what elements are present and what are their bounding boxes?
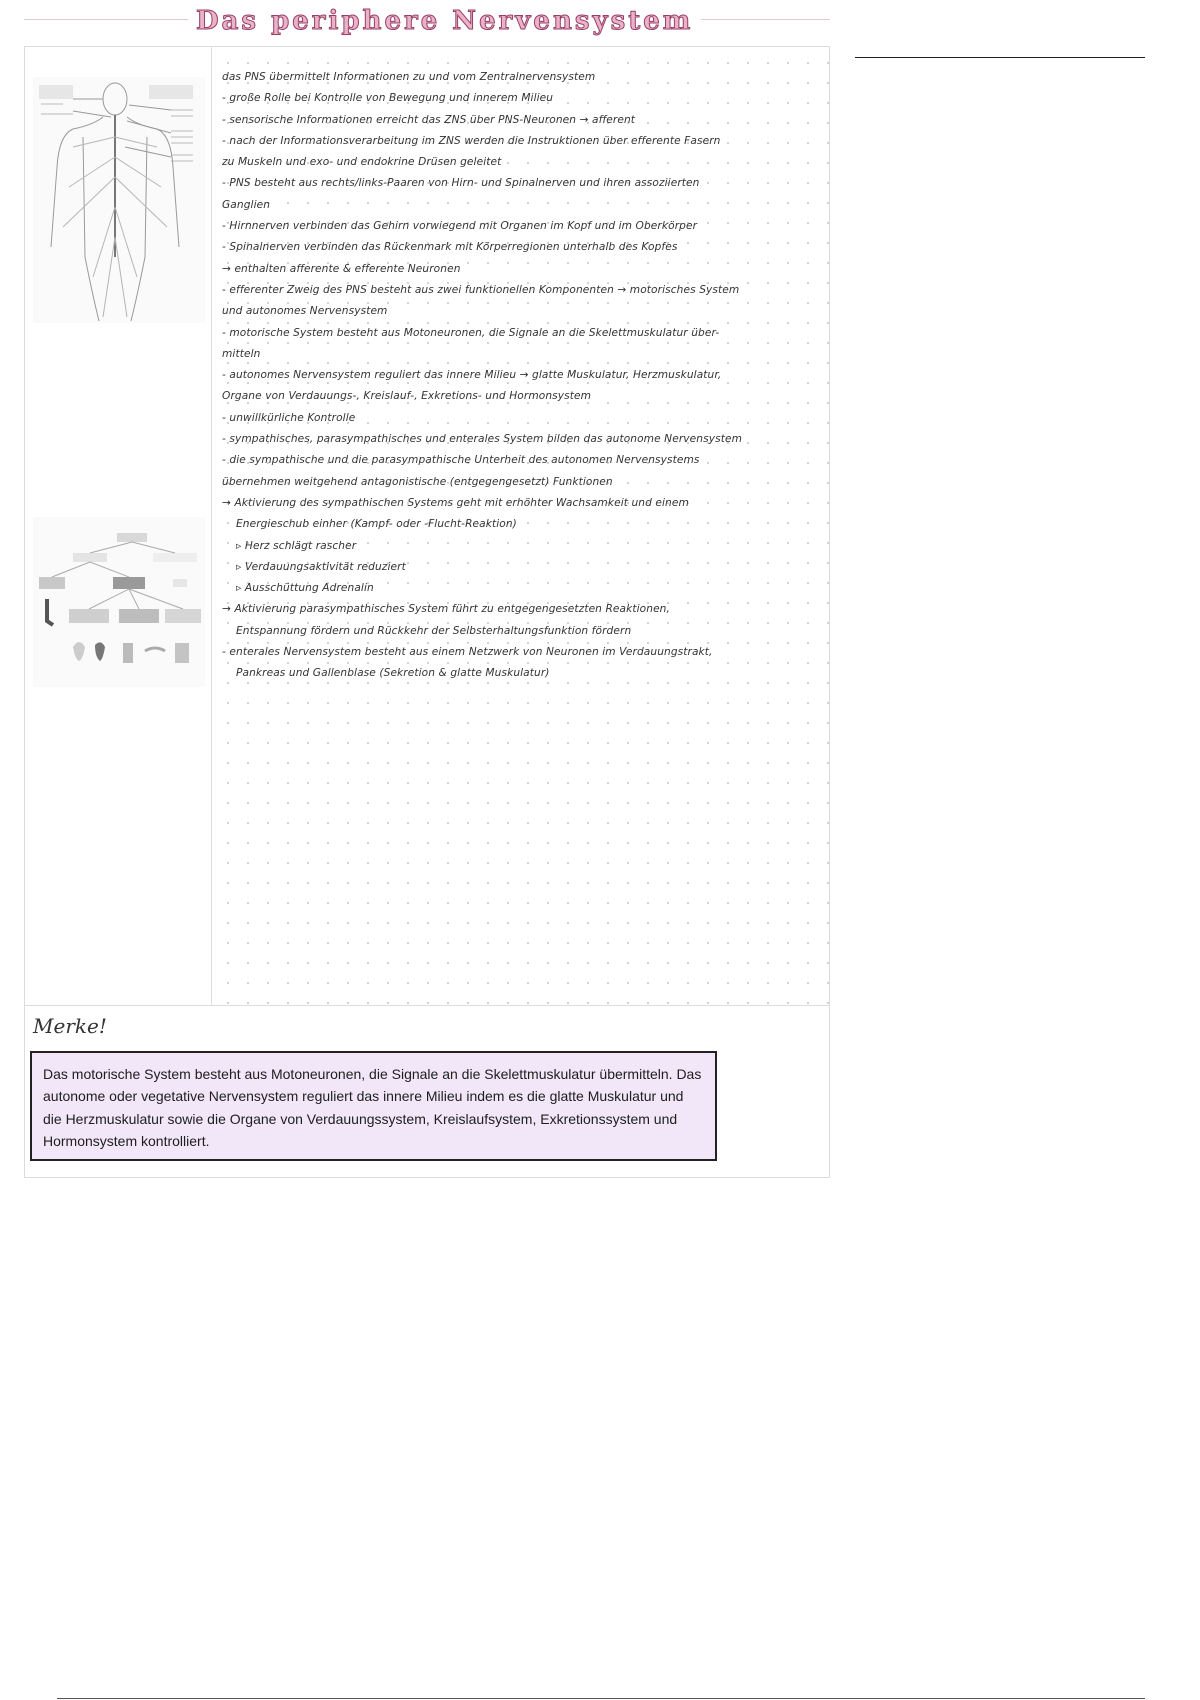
dotted-notes-area [212,47,829,1005]
note-line: Pankreas und Gallenblase (Sekretion & glatte Muskulatur) [236,667,550,680]
note-line: - Hirnnerven verbinden das Gehirn vorwiegend mit Organen im Kopf und im Oberkörper [222,220,698,233]
merke-heading: Merke! [33,1014,107,1038]
note-line: zu Muskeln und exo- und endokrine Drüsen geleitet [222,156,502,169]
note-line: ▹ Verdauungsaktivität reduziert [236,560,406,573]
note-line: mitteln [222,347,261,360]
note-line: - sympathisches, parasympathisches und enterales System bilden das autonome Nervensystem [222,433,742,446]
note-line: Entspannung fördern und Rückkehr der Selbsterhaltungsfunktion fördern [236,624,632,637]
note-line: - efferenter Zweig des PNS besteht aus zwei funktionellen Komponenten → motorisches System [222,283,740,296]
note-line: → enthalten afferente & efferente Neuronen [222,262,461,275]
note-line: - nach der Informationsverarbeitung im ZNS werden die Instruktionen über efferente Fasern [222,134,721,147]
note-line: - autonomes Nervensystem reguliert das innere Milieu → glatte Muskulatur, Herzmuskulatur, [222,369,722,382]
note-line: ▹ Ausschüttung Adrenalin [236,582,374,595]
note-line: - enterales Nervensystem besteht aus einem Netzwerk von Neuronen im Verdauungstrakt, [222,646,713,659]
note-line: - motorische System besteht aus Motoneuronen, die Signale an die Skelettmuskulatur über- [222,326,720,339]
notes-sheet [24,46,830,1178]
note-line: Organe von Verdauungs-, Kreislauf-, Exkretions- und Hormonsystem [222,390,592,403]
note-line: - PNS besteht aus rechts/links-Paaren von Hirn- und Spinalnerven und ihren assoziierten [222,177,700,190]
note-line: - die sympathische und die parasympathische Unterheit des autonomen Nervensystems [222,454,700,467]
handwritten-notes [222,67,822,685]
note-line: Energieschub einher (Kampf- oder -Flucht-Reaktion) [236,518,517,531]
footer-rule [57,1698,1145,1699]
note-line: ▹ Herz schlägt rascher [236,539,357,552]
page-title: Das periphere Nervensystem [188,6,701,36]
merke-summary-box: Das motorische System besteht aus Motoneuronen, die Signale an die Skelettmuskulatur übermitteln. Das autonome oder vegetative Nervensystem reguliert das innere Milieu indem es die glatte Muskulatur und die Herzmuskulatur sowie die Organe von Verdauungssystem, Kreislaufsystem, Exkretionssystem und Hormonsystem kontrolliert. [30,1051,717,1161]
note-line: und autonomes Nervensystem [222,305,388,318]
nervous-system-figure [33,77,205,323]
note-line: - sensorische Informationen erreicht das ZNS über PNS-Neuronen → afferent [222,113,636,126]
note-line: übernehmen weitgehend antagonistische (entgegengesetzt) Funktionen [222,475,613,488]
note-line: → Aktivierung des sympathischen Systems geht mit erhöhter Wachsamkeit und einem [222,496,689,509]
margin-rule [855,57,1145,58]
note-line: - Spinalnerven verbinden das Rückenmark mit Körperregionen unterhalb des Kopfes [222,241,678,254]
note-line: → Aktivierung parasympathisches System führt zu entgegengesetzten Reaktionen, [222,603,670,616]
note-line: das PNS übermittelt Informationen zu und vom Zentralnervensystem [222,71,596,83]
nervous-system-hierarchy-figure [33,517,205,687]
note-line: - große Rolle bei Kontrolle von Bewegung und innerem Milieu [222,92,554,105]
summary-section [25,1005,829,1178]
figure-column [25,47,212,1005]
note-line: - unwillkürliche Kontrolle [222,411,356,424]
note-line: Ganglien [222,198,271,211]
